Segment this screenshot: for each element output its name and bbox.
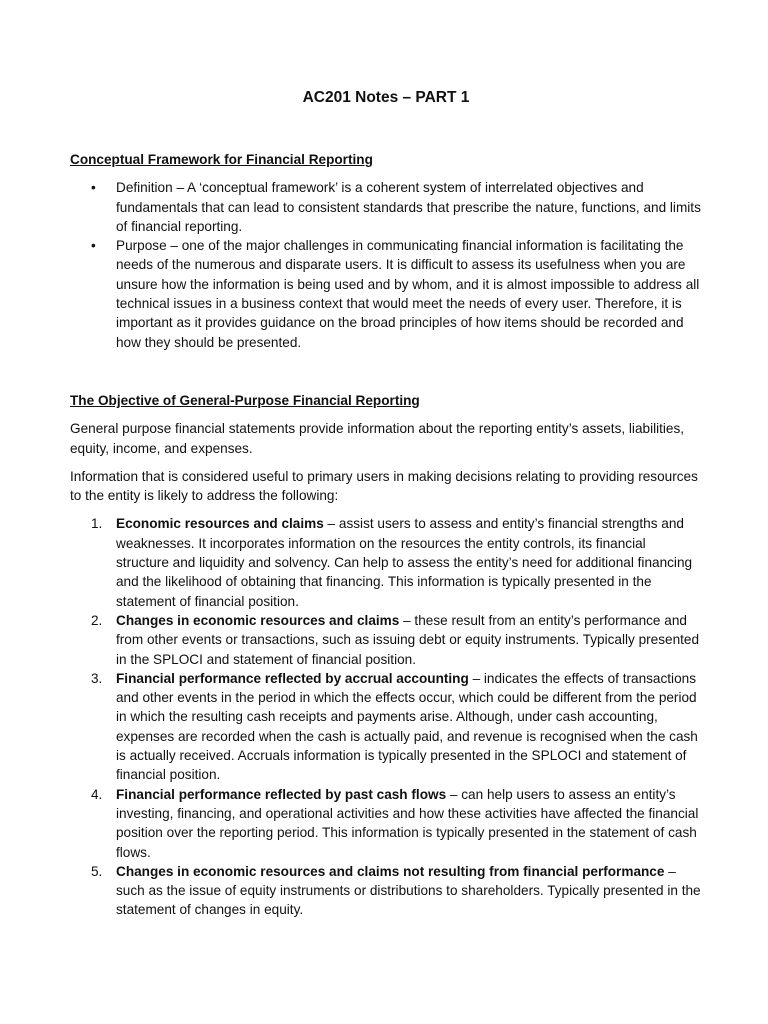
bullet-icon: • [91, 238, 96, 254]
list-item [70, 785, 702, 862]
list-item-text: – indicates the effects of transactions and other events in the period in which the effects occur, which could be different from the period in which the resulting cash receipts and payments arise. Although, under cash accounting, expenses are recorded when the cash is actually paid, and revenue is recognised when the cash is actually received. Accruals information is typically presented in the SPLOCI and statement of financial position. [116, 670, 698, 783]
list-item-term: Financial performance reflected by past cash flows [116, 786, 447, 802]
bullet-text: Definition – A ‘conceptual framework’ is a coherent system of interrelated objectives and fundamentals that can lead to consistent standards that prescribe the nature, functions, and limits of financial reporting. [116, 180, 701, 234]
section-heading-objective: The Objective of General-Purpose Financial Reporting [70, 392, 420, 408]
list-number: 1. [91, 516, 103, 532]
list-number: 2. [91, 612, 103, 628]
list-item-text: – can help users to assess an entity’s investing, financing, and operational activities and how these activities have affected the financial position over the reporting period. This information is typically presented in the statement of cash flows. [116, 786, 699, 860]
list-item [70, 669, 702, 785]
list-number: 5. [91, 863, 103, 879]
bullet-item-purpose [70, 236, 702, 352]
list-number: 4. [91, 786, 103, 802]
bullet-text: Purpose – one of the major challenges in communicating financial information is facilitating the needs of the numerous and disparate users. It is difficult to assess its usefulness when you are unsure how the information is being used and by whom, and it is almost impossible to address all technical issues in a business context that would meet the needs of every user. Therefore, it is important as it provides guidance on the broad principles of how items should be recorded and how they should be presented. [116, 238, 700, 350]
list-item [70, 611, 702, 669]
bullet-list [70, 178, 702, 352]
list-item-term: Economic resources and claims [116, 516, 324, 532]
paragraph-useful-information: Information that is considered useful to primary users in making decisions relating to providing resources to the entity is likely to address the following: [70, 468, 698, 504]
list-item [70, 514, 702, 610]
paragraph-general-purpose: General purpose financial statements provide information about the reporting entity’s assets, liabilities, equity, income, and expenses. [70, 421, 685, 456]
list-item-term: Financial performance reflected by accrual accounting [116, 670, 469, 686]
section-spacer [70, 352, 702, 391]
section-heading-conceptual-framework: Conceptual Framework for Financial Reporting [70, 152, 373, 167]
document-title: AC201 Notes – PART 1 [302, 89, 470, 106]
list-item-term: Changes in economic resources and claims [116, 612, 400, 628]
list-number: 3. [91, 670, 103, 686]
list-item [70, 862, 702, 920]
numbered-list [70, 514, 702, 919]
list-item-text: – assist users to assess and entity’s financial strengths and weaknesses. It incorporates information on the resources the entity controls, its financial structure and liquidity and solvency. Can help to assess the entity’s need for additional financing and the likelihood of obtaining that financing. This information is typically presented in the statement of financial position. [116, 516, 693, 609]
list-item-text: – such as the issue of equity instruments or distributions to shareholders. Typically presented in the statement of changes in equity. [116, 863, 701, 918]
bullet-icon: • [91, 180, 96, 196]
list-item-text: – these result from an entity’s performance and from other events or transactions, such as issuing debt or equity instruments. Typically presented in the SPLOCI and statement of financial position. [116, 612, 700, 667]
bullet-item-definition [70, 178, 702, 236]
list-item-term: Changes in economic resources and claims not resulting from financial performance [116, 863, 665, 879]
